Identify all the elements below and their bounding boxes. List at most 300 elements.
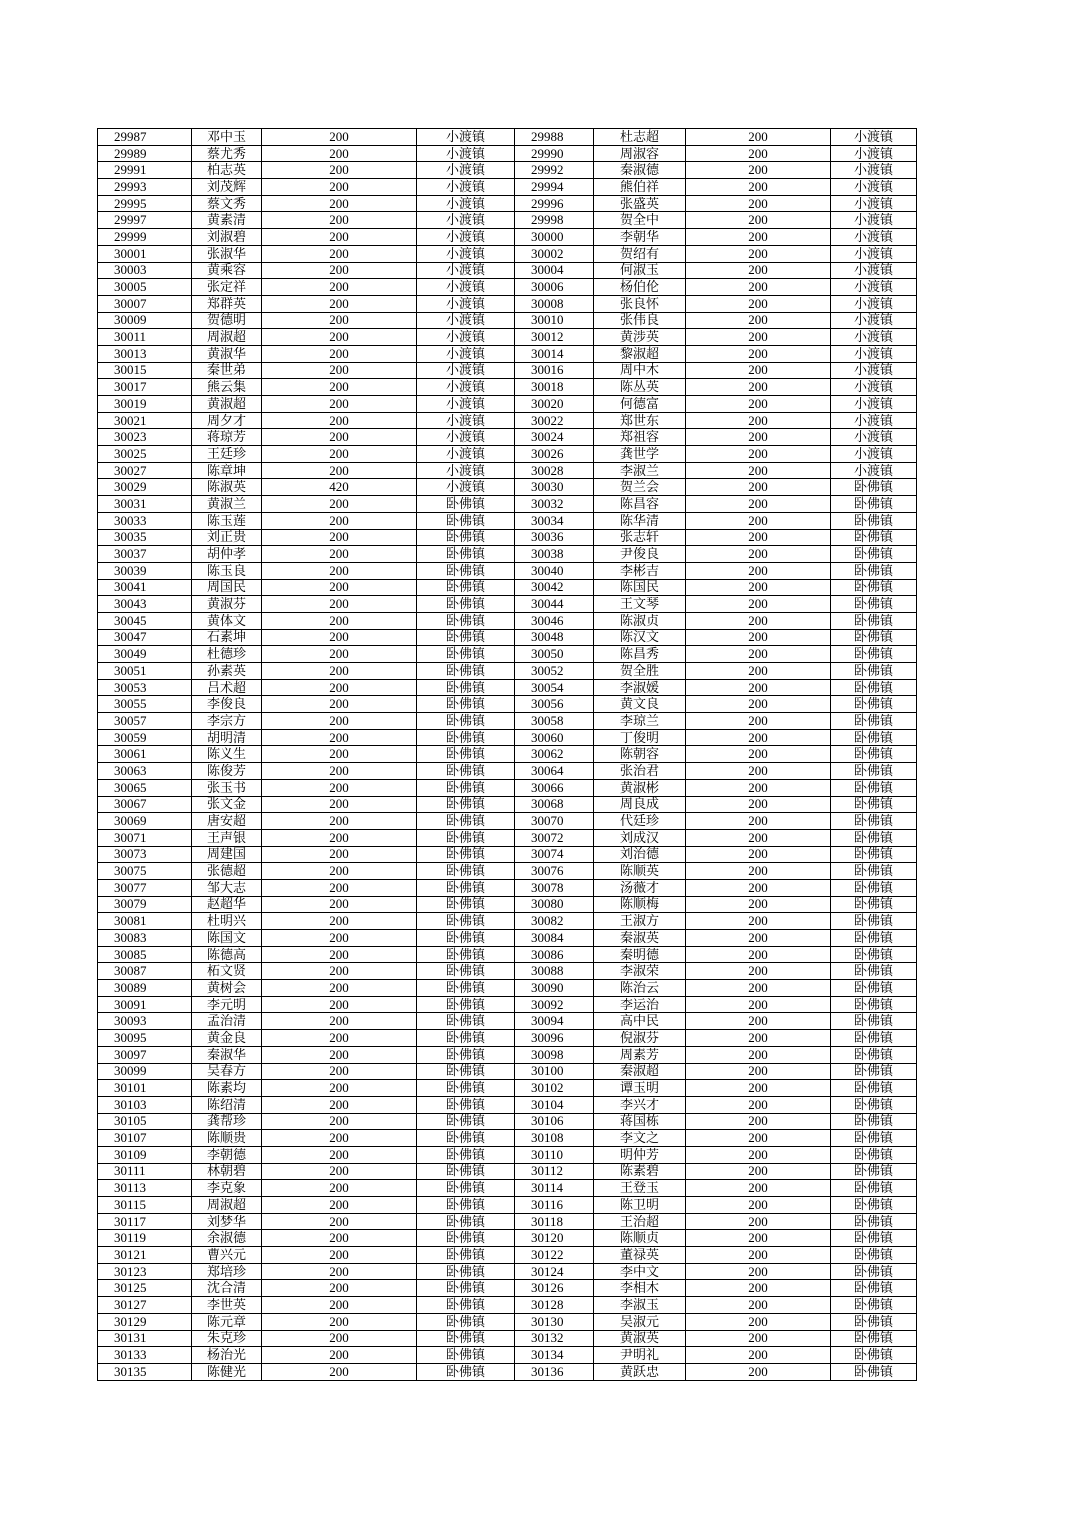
table-row [98, 679, 917, 696]
id-cell: 30042 [515, 579, 594, 596]
town-cell: 小渡镇 [417, 229, 515, 246]
id-cell: 30075 [98, 863, 192, 880]
id-cell: 30061 [98, 746, 192, 763]
town-cell: 卧佛镇 [417, 1113, 515, 1130]
town-cell: 卧佛镇 [831, 779, 917, 796]
data-table [97, 128, 917, 1381]
amount-cell: 200 [262, 529, 417, 546]
id-cell: 30079 [98, 896, 192, 913]
amount-cell: 200 [686, 646, 831, 663]
town-cell: 卧佛镇 [417, 1263, 515, 1280]
town-cell: 卧佛镇 [831, 546, 917, 563]
amount-cell: 200 [686, 1297, 831, 1314]
id-cell: 30045 [98, 612, 192, 629]
table-row [98, 779, 917, 796]
town-cell: 小渡镇 [831, 279, 917, 296]
amount-cell: 200 [686, 1347, 831, 1364]
town-cell: 小渡镇 [417, 446, 515, 463]
town-cell: 卧佛镇 [417, 1063, 515, 1080]
town-cell: 卧佛镇 [417, 1313, 515, 1330]
amount-cell: 200 [262, 1096, 417, 1113]
town-cell: 卧佛镇 [417, 1213, 515, 1230]
town-cell: 卧佛镇 [417, 846, 515, 863]
town-cell: 小渡镇 [417, 279, 515, 296]
name-cell: 张伟良 [594, 312, 686, 329]
name-cell: 陈国文 [192, 930, 262, 947]
id-cell: 30108 [515, 1130, 594, 1147]
town-cell: 卧佛镇 [417, 996, 515, 1013]
amount-cell: 200 [686, 1230, 831, 1247]
amount-cell: 200 [262, 1213, 417, 1230]
town-cell: 卧佛镇 [831, 1330, 917, 1347]
name-cell: 曹兴元 [192, 1247, 262, 1264]
amount-cell: 200 [262, 813, 417, 830]
town-cell: 卧佛镇 [417, 1163, 515, 1180]
amount-cell: 200 [262, 629, 417, 646]
id-cell: 30131 [98, 1330, 192, 1347]
name-cell: 沈合清 [192, 1280, 262, 1297]
amount-cell: 200 [262, 345, 417, 362]
id-cell: 30081 [98, 913, 192, 930]
id-cell: 30018 [515, 379, 594, 396]
town-cell: 卧佛镇 [831, 479, 917, 496]
town-cell: 小渡镇 [417, 145, 515, 162]
town-cell: 卧佛镇 [417, 679, 515, 696]
amount-cell: 200 [686, 295, 831, 312]
town-cell: 小渡镇 [831, 429, 917, 446]
amount-cell: 200 [686, 129, 831, 146]
amount-cell: 200 [262, 429, 417, 446]
name-cell: 黄金良 [192, 1030, 262, 1047]
amount-cell: 200 [262, 279, 417, 296]
town-cell: 卧佛镇 [831, 996, 917, 1013]
id-cell: 30051 [98, 663, 192, 680]
table-row [98, 1347, 917, 1364]
id-cell: 30049 [98, 646, 192, 663]
town-cell: 小渡镇 [417, 429, 515, 446]
amount-cell: 200 [262, 496, 417, 513]
id-cell: 30055 [98, 696, 192, 713]
id-cell: 30130 [515, 1313, 594, 1330]
name-cell: 贺绍有 [594, 245, 686, 262]
amount-cell: 200 [686, 1013, 831, 1030]
id-cell: 30044 [515, 596, 594, 613]
id-cell: 30007 [98, 295, 192, 312]
name-cell: 黄淑芬 [192, 596, 262, 613]
id-cell: 30047 [98, 629, 192, 646]
id-cell: 30037 [98, 546, 192, 563]
amount-cell: 200 [262, 1247, 417, 1264]
amount-cell: 200 [686, 1247, 831, 1264]
id-cell: 30111 [98, 1163, 192, 1180]
name-cell: 李运治 [594, 996, 686, 1013]
table-row [98, 1013, 917, 1030]
town-cell: 卧佛镇 [831, 1363, 917, 1380]
table-row [98, 1313, 917, 1330]
table-row [98, 162, 917, 179]
name-cell: 陈淑贞 [594, 612, 686, 629]
name-cell: 周良成 [594, 796, 686, 813]
id-cell: 30071 [98, 829, 192, 846]
town-cell: 小渡镇 [831, 179, 917, 196]
table-row [98, 1330, 917, 1347]
town-cell: 卧佛镇 [417, 512, 515, 529]
name-cell: 陈素碧 [594, 1163, 686, 1180]
town-cell: 卧佛镇 [417, 1197, 515, 1214]
id-cell: 30134 [515, 1347, 594, 1364]
table-row [98, 312, 917, 329]
id-cell: 30019 [98, 396, 192, 413]
name-cell: 陈顺英 [594, 863, 686, 880]
town-cell: 卧佛镇 [417, 1013, 515, 1030]
town-cell: 小渡镇 [831, 446, 917, 463]
id-cell: 30090 [515, 980, 594, 997]
table-row [98, 863, 917, 880]
amount-cell: 200 [686, 663, 831, 680]
town-cell: 小渡镇 [417, 312, 515, 329]
id-cell: 30069 [98, 813, 192, 830]
town-cell: 卧佛镇 [417, 529, 515, 546]
name-cell: 刘治德 [594, 846, 686, 863]
id-cell: 30013 [98, 345, 192, 362]
table-row [98, 1197, 917, 1214]
id-cell: 30124 [515, 1263, 594, 1280]
town-cell: 卧佛镇 [831, 1146, 917, 1163]
table-row [98, 1247, 917, 1264]
town-cell: 卧佛镇 [831, 562, 917, 579]
id-cell: 30059 [98, 729, 192, 746]
table-row [98, 429, 917, 446]
id-cell: 30114 [515, 1180, 594, 1197]
id-cell: 30085 [98, 946, 192, 963]
amount-cell: 200 [262, 162, 417, 179]
id-cell: 30104 [515, 1096, 594, 1113]
name-cell: 张文金 [192, 796, 262, 813]
amount-cell: 200 [262, 245, 417, 262]
name-cell: 刘淑碧 [192, 229, 262, 246]
amount-cell: 200 [686, 1063, 831, 1080]
name-cell: 陈德高 [192, 946, 262, 963]
name-cell: 贺兰会 [594, 479, 686, 496]
name-cell: 黄素清 [192, 212, 262, 229]
name-cell: 尹俊良 [594, 546, 686, 563]
id-cell: 30021 [98, 412, 192, 429]
id-cell: 30072 [515, 829, 594, 846]
id-cell: 29994 [515, 179, 594, 196]
id-cell: 30063 [98, 763, 192, 780]
town-cell: 卧佛镇 [417, 496, 515, 513]
town-cell: 卧佛镇 [417, 1096, 515, 1113]
name-cell: 陈治云 [594, 980, 686, 997]
town-cell: 卧佛镇 [417, 829, 515, 846]
amount-cell: 200 [262, 930, 417, 947]
town-cell: 小渡镇 [417, 179, 515, 196]
table-row [98, 612, 917, 629]
id-cell: 30041 [98, 579, 192, 596]
name-cell: 黄文良 [594, 696, 686, 713]
id-cell: 30012 [515, 329, 594, 346]
name-cell: 杜志超 [594, 129, 686, 146]
town-cell: 卧佛镇 [417, 1297, 515, 1314]
town-cell: 卧佛镇 [417, 646, 515, 663]
town-cell: 小渡镇 [417, 479, 515, 496]
amount-cell: 200 [686, 696, 831, 713]
name-cell: 陈健光 [192, 1363, 262, 1380]
id-cell: 30115 [98, 1197, 192, 1214]
name-cell: 杨伯伦 [594, 279, 686, 296]
town-cell: 卧佛镇 [417, 1247, 515, 1264]
name-cell: 邓中玉 [192, 129, 262, 146]
amount-cell: 200 [686, 262, 831, 279]
town-cell: 卧佛镇 [831, 596, 917, 613]
amount-cell: 200 [262, 896, 417, 913]
town-cell: 卧佛镇 [417, 579, 515, 596]
name-cell: 黄淑兰 [192, 496, 262, 513]
table-row [98, 696, 917, 713]
amount-cell: 200 [686, 179, 831, 196]
id-cell: 29997 [98, 212, 192, 229]
town-cell: 卧佛镇 [417, 779, 515, 796]
town-cell: 卧佛镇 [831, 980, 917, 997]
id-cell: 30125 [98, 1280, 192, 1297]
table-row [98, 1163, 917, 1180]
id-cell: 29996 [515, 195, 594, 212]
id-cell: 30043 [98, 596, 192, 613]
amount-cell: 200 [262, 329, 417, 346]
amount-cell: 200 [262, 212, 417, 229]
id-cell: 30078 [515, 879, 594, 896]
town-cell: 卧佛镇 [417, 1363, 515, 1380]
name-cell: 陈华清 [594, 512, 686, 529]
name-cell: 熊云集 [192, 379, 262, 396]
amount-cell: 200 [686, 1330, 831, 1347]
id-cell: 30015 [98, 362, 192, 379]
amount-cell: 200 [686, 879, 831, 896]
town-cell: 卧佛镇 [831, 579, 917, 596]
name-cell: 龚帮珍 [192, 1113, 262, 1130]
name-cell: 黄淑华 [192, 345, 262, 362]
name-cell: 周建国 [192, 846, 262, 863]
town-cell: 小渡镇 [831, 129, 917, 146]
amount-cell: 200 [686, 195, 831, 212]
name-cell: 王治超 [594, 1213, 686, 1230]
town-cell: 卧佛镇 [417, 746, 515, 763]
table-row [98, 512, 917, 529]
name-cell: 陈俊芳 [192, 763, 262, 780]
id-cell: 30002 [515, 245, 594, 262]
table-row [98, 813, 917, 830]
town-cell: 卧佛镇 [417, 729, 515, 746]
amount-cell: 200 [686, 1263, 831, 1280]
amount-cell: 200 [262, 229, 417, 246]
amount-cell: 200 [686, 345, 831, 362]
amount-cell: 200 [262, 679, 417, 696]
id-cell: 30056 [515, 696, 594, 713]
amount-cell: 200 [686, 763, 831, 780]
id-cell: 30092 [515, 996, 594, 1013]
name-cell: 明仲芳 [594, 1146, 686, 1163]
id-cell: 30121 [98, 1247, 192, 1264]
name-cell: 高中民 [594, 1013, 686, 1030]
id-cell: 30065 [98, 779, 192, 796]
town-cell: 卧佛镇 [831, 1163, 917, 1180]
amount-cell: 200 [686, 1030, 831, 1047]
town-cell: 小渡镇 [831, 229, 917, 246]
amount-cell: 200 [262, 179, 417, 196]
table-row [98, 663, 917, 680]
id-cell: 29993 [98, 179, 192, 196]
name-cell: 贺全中 [594, 212, 686, 229]
name-cell: 张淑华 [192, 245, 262, 262]
amount-cell: 200 [262, 729, 417, 746]
table-row [98, 379, 917, 396]
amount-cell: 200 [686, 629, 831, 646]
town-cell: 卧佛镇 [831, 1313, 917, 1330]
name-cell: 黄跃忠 [594, 1363, 686, 1380]
amount-cell: 200 [262, 829, 417, 846]
id-cell: 30006 [515, 279, 594, 296]
table-row [98, 229, 917, 246]
amount-cell: 200 [686, 462, 831, 479]
town-cell: 小渡镇 [831, 412, 917, 429]
town-cell: 小渡镇 [417, 295, 515, 312]
amount-cell: 200 [262, 713, 417, 730]
id-cell: 30119 [98, 1230, 192, 1247]
amount-cell: 200 [686, 679, 831, 696]
name-cell: 黄体文 [192, 612, 262, 629]
amount-cell: 200 [262, 779, 417, 796]
amount-cell: 200 [686, 212, 831, 229]
name-cell: 黎淑超 [594, 345, 686, 362]
town-cell: 卧佛镇 [417, 913, 515, 930]
town-cell: 卧佛镇 [417, 896, 515, 913]
name-cell: 周淑超 [192, 1197, 262, 1214]
name-cell: 周夕才 [192, 412, 262, 429]
name-cell: 陈章坤 [192, 462, 262, 479]
name-cell: 王文琴 [594, 596, 686, 613]
town-cell: 小渡镇 [417, 162, 515, 179]
id-cell: 30087 [98, 963, 192, 980]
id-cell: 30050 [515, 646, 594, 663]
amount-cell: 200 [262, 863, 417, 880]
id-cell: 30029 [98, 479, 192, 496]
id-cell: 30117 [98, 1213, 192, 1230]
name-cell: 朱克珍 [192, 1330, 262, 1347]
amount-cell: 200 [262, 546, 417, 563]
name-cell: 谭玉明 [594, 1080, 686, 1097]
name-cell: 董禄英 [594, 1247, 686, 1264]
table-row [98, 1280, 917, 1297]
town-cell: 小渡镇 [417, 462, 515, 479]
amount-cell: 200 [262, 696, 417, 713]
amount-cell: 200 [262, 1163, 417, 1180]
amount-cell: 200 [686, 996, 831, 1013]
amount-cell: 200 [686, 913, 831, 930]
town-cell: 卧佛镇 [417, 863, 515, 880]
name-cell: 陈顺梅 [594, 896, 686, 913]
town-cell: 卧佛镇 [831, 763, 917, 780]
name-cell: 黄树会 [192, 980, 262, 997]
table-row [98, 1096, 917, 1113]
amount-cell: 200 [686, 379, 831, 396]
id-cell: 30022 [515, 412, 594, 429]
id-cell: 30083 [98, 930, 192, 947]
town-cell: 小渡镇 [417, 345, 515, 362]
town-cell: 卧佛镇 [831, 646, 917, 663]
name-cell: 李俊良 [192, 696, 262, 713]
id-cell: 30080 [515, 896, 594, 913]
name-cell: 王声银 [192, 829, 262, 846]
town-cell: 小渡镇 [831, 162, 917, 179]
town-cell: 小渡镇 [831, 195, 917, 212]
id-cell: 30103 [98, 1096, 192, 1113]
id-cell: 30098 [515, 1046, 594, 1063]
id-cell: 30017 [98, 379, 192, 396]
town-cell: 小渡镇 [417, 379, 515, 396]
amount-cell: 200 [686, 1197, 831, 1214]
id-cell: 30031 [98, 496, 192, 513]
table-row [98, 145, 917, 162]
amount-cell: 200 [686, 813, 831, 830]
name-cell: 李淑媛 [594, 679, 686, 696]
amount-cell: 200 [686, 1130, 831, 1147]
amount-cell: 200 [686, 1096, 831, 1113]
town-cell: 卧佛镇 [831, 1096, 917, 1113]
table-row [98, 195, 917, 212]
name-cell: 陈国民 [594, 579, 686, 596]
town-cell: 卧佛镇 [417, 1030, 515, 1047]
town-cell: 卧佛镇 [831, 612, 917, 629]
amount-cell: 200 [686, 1313, 831, 1330]
amount-cell: 200 [686, 412, 831, 429]
name-cell: 秦淑超 [594, 1063, 686, 1080]
table-row [98, 1297, 917, 1314]
name-cell: 代廷珍 [594, 813, 686, 830]
amount-cell: 200 [262, 1263, 417, 1280]
amount-cell: 200 [262, 145, 417, 162]
id-cell: 29987 [98, 129, 192, 146]
id-cell: 30028 [515, 462, 594, 479]
table-row [98, 262, 917, 279]
id-cell: 30026 [515, 446, 594, 463]
id-cell: 30076 [515, 863, 594, 880]
table-row [98, 1113, 917, 1130]
amount-cell: 200 [262, 412, 417, 429]
town-cell: 卧佛镇 [831, 1297, 917, 1314]
amount-cell: 200 [262, 879, 417, 896]
amount-cell: 200 [262, 1113, 417, 1130]
id-cell: 30046 [515, 612, 594, 629]
id-cell: 30110 [515, 1146, 594, 1163]
id-cell: 30058 [515, 713, 594, 730]
amount-cell: 200 [262, 1063, 417, 1080]
amount-cell: 200 [262, 312, 417, 329]
name-cell: 李相木 [594, 1280, 686, 1297]
name-cell: 杜明兴 [192, 913, 262, 930]
table-row [98, 579, 917, 596]
amount-cell: 200 [262, 396, 417, 413]
name-cell: 陈玉莲 [192, 512, 262, 529]
town-cell: 小渡镇 [831, 212, 917, 229]
table-row [98, 846, 917, 863]
town-cell: 卧佛镇 [417, 1130, 515, 1147]
id-cell: 30106 [515, 1113, 594, 1130]
table-row [98, 329, 917, 346]
name-cell: 王淑方 [594, 913, 686, 930]
amount-cell: 200 [686, 562, 831, 579]
amount-cell: 200 [686, 145, 831, 162]
name-cell: 陈昌容 [594, 496, 686, 513]
